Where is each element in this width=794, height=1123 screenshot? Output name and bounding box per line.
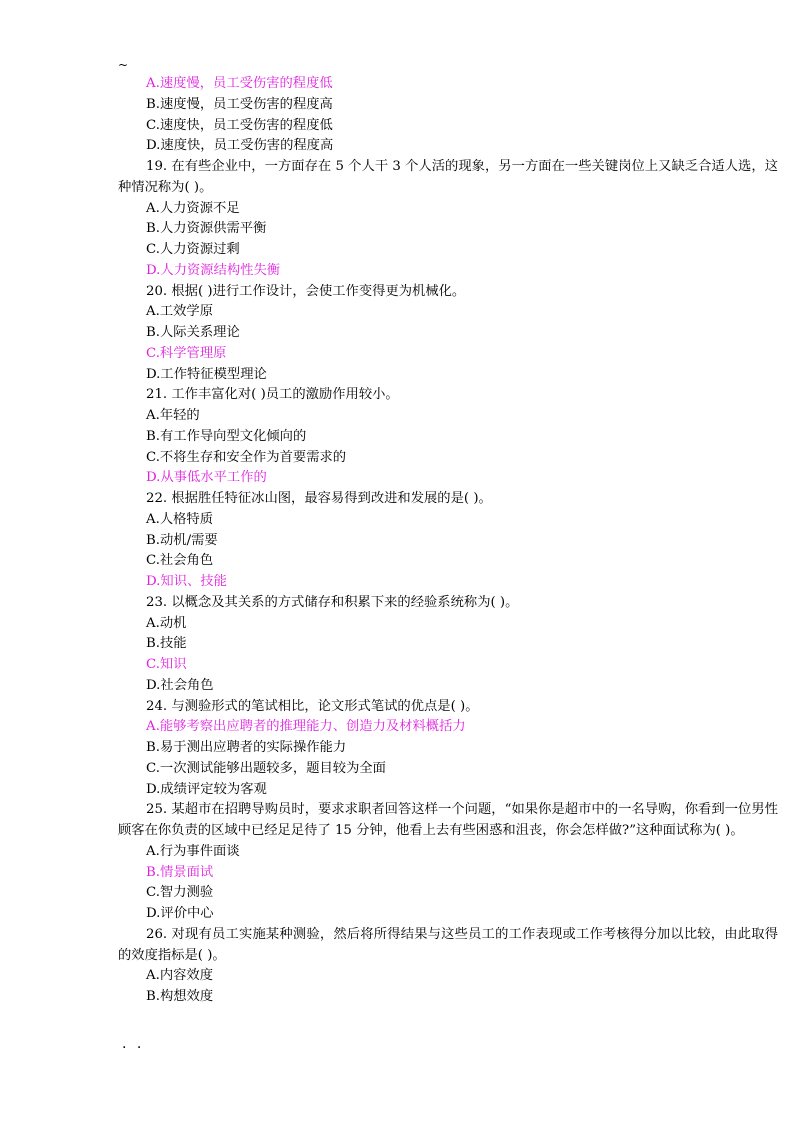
option-line: A.内容效度 [146,968,214,984]
option-line: C.一次测试能够出题较多，题目较为全面 [146,760,386,776]
option-line: D.知识、技能 [146,574,227,589]
option-line: C.速度快，员工受伤害的程度低 [146,117,333,133]
option-line: D.评价中心 [146,906,214,921]
option-line: B.有工作导向型文化倾向的 [146,428,307,444]
option-line: D.从事低水平工作的 [146,470,267,486]
option-line: A.速度慢，员工受伤害的程度低 [146,76,333,91]
question-text: 23. 以概念及其关系的方式储存和积累下来的经验系统称为( )。 [146,594,519,610]
option-line: A.年轻的 [146,408,200,423]
option-line: D.人力资源结构性失衡 [146,262,281,278]
option-line: D.社会角色 [146,677,214,693]
option-line: C.不将生存和安全作为首要需求的 [146,449,347,465]
question-text: 21. 工作丰富化对( )员工的激励作用较小。 [146,387,399,403]
option-line: A.行为事件面谈 [146,843,240,859]
option-line: A.工效学原 [146,304,214,320]
question-list [118,74,778,1008]
option-line: B.情景面试 [146,864,214,880]
option-line: C.知识 [146,657,187,672]
option-line: B.易于测出应聘者的实际操作能力 [146,740,347,755]
question-text: 20. 根据( )进行工作设计，会使工作变得更为机械化。 [146,283,466,299]
option-line: C.智力测验 [146,885,214,901]
option-line: B.人际关系理论 [146,325,240,340]
option-line: A.人力资源不足 [146,200,240,216]
option-line: D.工作特征模型理论 [146,366,267,382]
question-text: 22. 根据胜任特征冰山图，最容易得到改进和发展的是( )。 [146,491,492,506]
option-line: B.动机/需要 [146,532,218,548]
question-text: 25. 某超市在招聘导购员时，要求求职者回答这样一个问题，“如果你是超市中的一名导购，你看到一位男性顾客在你负责的区域中已经足足待了 15 分钟，他看上去有些困惑和沮丧，你会怎样做?”这种面试称为( )。 [118,802,778,838]
option-line: B.构想效度 [146,989,214,1004]
bottom-mark: . . [122,1036,145,1052]
option-line: D.速度快，员工受伤害的程度高 [146,138,334,154]
question-text: 26. 对现有员工实施某种测验，然后将所得结果与这些员工的工作表现或工作考核得分加以比较，由此取得的效度指标是( )。 [118,926,778,963]
option-line: B.技能 [146,636,187,652]
option-line: D.成绩评定较为客观 [146,781,267,797]
option-line: A.动机 [146,615,187,631]
option-line: C.社会角色 [146,553,214,569]
option-line: B.速度慢，员工受伤害的程度高 [146,96,333,112]
top-mark: ~ [118,58,129,72]
option-line: A.人格特质 [146,511,214,527]
question-text: 19. 在有些企业中，一方面存在 5 个人干 3 个人活的现象，另一方面在一些关键岗位上又缺乏合适人选，这种情况称为( )。 [118,159,778,195]
question-text: 24. 与测验形式的笔试相比，论文形式笔试的优点是( )。 [146,698,479,714]
option-line: A.能够考察出应聘者的推理能力、创造力及材料概括力 [146,719,466,735]
option-line: C.科学管理原 [146,345,227,361]
option-line: C.人力资源过剩 [146,242,240,257]
option-line: B.人力资源供需平衡 [146,221,267,237]
